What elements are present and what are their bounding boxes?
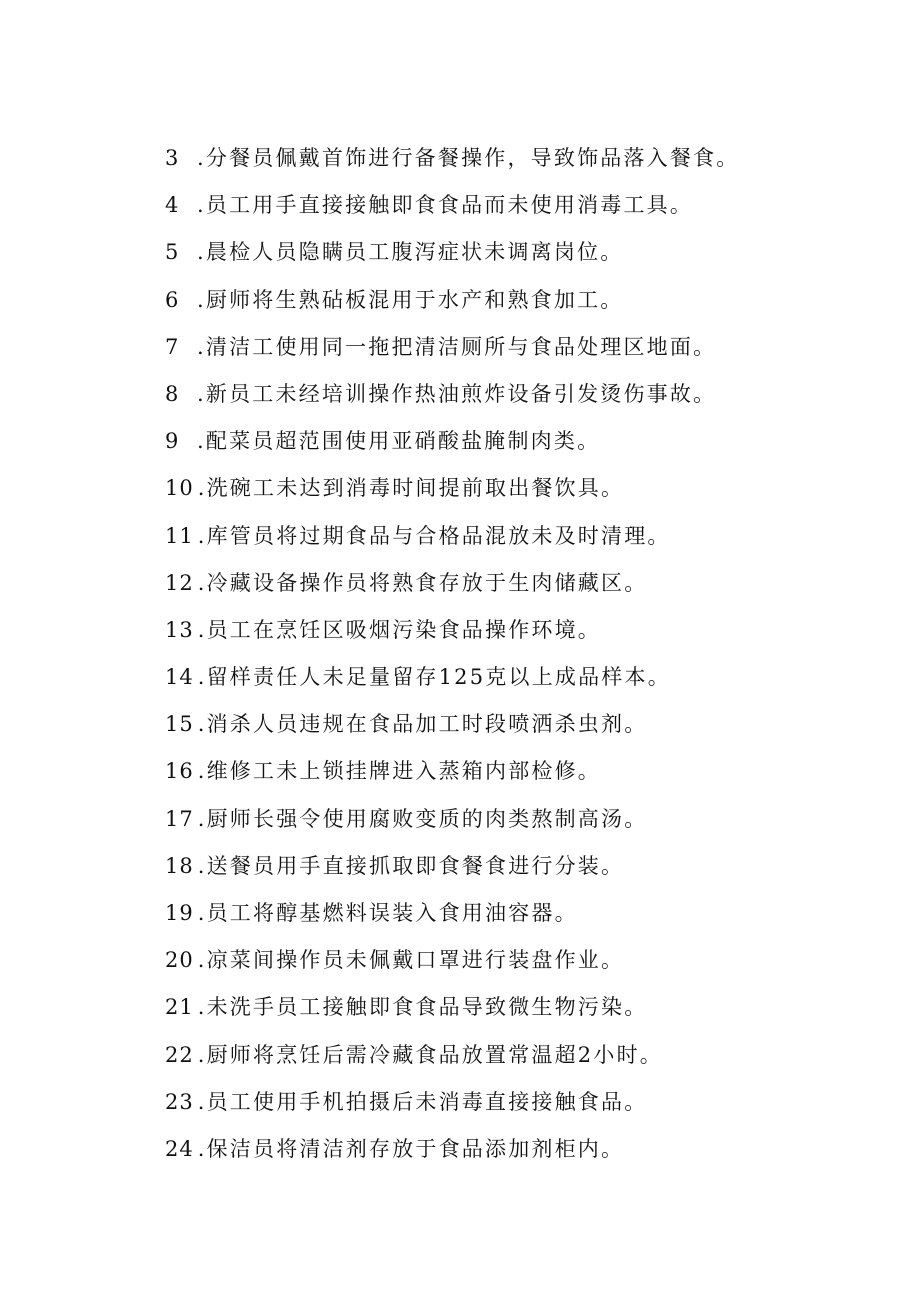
item-number: 17 xyxy=(165,806,194,831)
hazard-list xyxy=(165,138,865,1176)
item-number: 24 xyxy=(165,1136,194,1161)
item-number: 19 xyxy=(165,901,194,925)
item-text: .保洁员将清洁剂存放于食品添加剂柜内。 xyxy=(197,1136,625,1161)
item-text: .员工用手直接接触即食食品而未使用消毒工具。 xyxy=(197,193,694,218)
item-number: 8 xyxy=(165,381,180,406)
list-item xyxy=(165,374,865,421)
item-number: 18 xyxy=(165,853,194,878)
item-text: .新员工未经培训操作热油煎炸设备引发烫伤事故。 xyxy=(197,381,717,406)
item-text: .冷藏设备操作员将熟食存放于生肉储藏区。 xyxy=(197,570,648,595)
item-number: 20 xyxy=(165,948,194,973)
item-number: 22 xyxy=(165,1042,194,1067)
item-number: 9 xyxy=(165,429,180,454)
item-text: .消杀人员违规在食品加工时段喷洒杀虫剂。 xyxy=(197,712,648,737)
list-item xyxy=(165,987,865,1034)
item-text: .员工使用手机拍摄后未消毒直接接触食品。 xyxy=(197,1089,648,1114)
item-text: .凉菜间操作员未佩戴口罩进行装盘作业。 xyxy=(197,948,625,973)
item-text: .员工在烹饪区吸烟污染食品操作环境。 xyxy=(197,617,602,642)
list-item xyxy=(165,327,865,374)
item-number: 4 xyxy=(165,193,180,218)
item-text: .员工将醇基燃料误装入食用油容器。 xyxy=(197,901,578,925)
item-number: 12 xyxy=(165,570,194,595)
list-item xyxy=(165,846,865,893)
list-item xyxy=(165,138,865,185)
list-item xyxy=(165,516,865,563)
list-item xyxy=(165,1082,865,1129)
list-item xyxy=(165,751,865,798)
list-item xyxy=(165,232,865,279)
item-text: .未洗手员工接触即食食品导致微生物污染。 xyxy=(197,995,648,1020)
list-item xyxy=(165,468,865,515)
list-item xyxy=(165,280,865,327)
item-number: 16 xyxy=(165,759,194,784)
item-number: 13 xyxy=(165,617,194,642)
item-number: 5 xyxy=(165,240,180,265)
item-number: 21 xyxy=(165,995,194,1020)
item-text: .配菜员超范围使用亚硝酸盐腌制肉类。 xyxy=(197,429,601,454)
list-item xyxy=(165,1129,865,1176)
item-number: 11 xyxy=(165,523,194,548)
list-item xyxy=(165,940,865,987)
item-number: 6 xyxy=(165,287,180,312)
item-number: 7 xyxy=(165,334,180,359)
list-item xyxy=(165,563,865,610)
item-text: .清洁工使用同一拖把清洁厕所与食品处理区地面。 xyxy=(197,334,717,359)
list-item xyxy=(165,610,865,657)
item-text: .送餐员用手直接抓取即食餐食进行分装。 xyxy=(197,853,625,878)
item-text: .库管员将过期食品与合格品混放未及时清理。 xyxy=(197,523,671,548)
list-item xyxy=(165,421,865,468)
item-number: 10 xyxy=(165,476,194,501)
item-text: .晨检人员隐瞒员工腹泻症状未调离岗位。 xyxy=(197,240,624,265)
item-text: .厨师将生熟砧板混用于水产和熟食加工。 xyxy=(197,287,624,312)
item-number: 15 xyxy=(165,712,194,737)
item-number: 3 xyxy=(165,146,180,170)
item-number: 14 xyxy=(165,665,194,690)
list-item xyxy=(165,704,865,751)
item-text: .维修工未上锁挂牌进入蒸箱内部检修。 xyxy=(197,759,602,784)
item-text: .留样责任人未足量留存125克以上成品样本。 xyxy=(197,665,671,690)
list-item xyxy=(165,185,865,232)
item-text: .分餐员佩戴首饰进行备餐操作，导致饰品落入餐食。 xyxy=(197,146,740,170)
item-number: 23 xyxy=(165,1089,194,1114)
list-item xyxy=(165,657,865,704)
list-item xyxy=(165,799,865,846)
list-item xyxy=(165,1035,865,1082)
item-text: .厨师长强令使用腐败变质的肉类熬制高汤。 xyxy=(197,806,648,831)
item-text: .洗碗工未达到消毒时间提前取出餐饮具。 xyxy=(197,476,625,501)
item-text: .厨师将烹饪后需冷藏食品放置常温超2小时。 xyxy=(197,1042,663,1067)
list-item xyxy=(165,893,865,940)
